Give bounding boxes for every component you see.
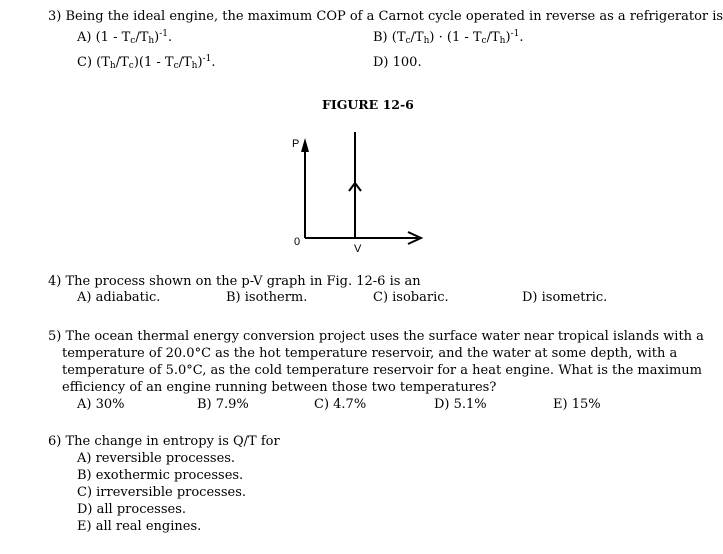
q5-line-1: 5) The ocean thermal energy conversion project uses the surface water near tropical islands with a: [48, 329, 704, 344]
q3-choice-a: A) $(1 - T_c/T_h)^{-1}$.: [77, 29, 173, 46]
q4-choice-c: C) isobaric.: [373, 290, 449, 305]
q5-line-3: temperature of 5.0°C, as the cold temperature reservoir for a heat engine. What is the maximum: [62, 363, 703, 378]
q5-line-4: efficiency of an engine running between those two temperatures?: [62, 380, 497, 395]
q5-choice-d: D) 5.1%: [434, 397, 487, 412]
q4-stem: 4) The process shown on the p-V graph in Fig. 12-6 is an: [48, 274, 421, 289]
q3-choice-d: D) 100.: [373, 55, 422, 70]
q5-choice-e: E) 15%: [553, 397, 601, 412]
q6-choice-d: D) all processes.: [77, 502, 187, 517]
v-axis-label: V: [354, 243, 362, 255]
q6-stem: 6) The change in entropy is Q/T for: [48, 434, 280, 449]
q6-choice-b: B) exothermic processes.: [77, 468, 244, 483]
q3-stem: 3) Being the ideal engine, the maximum COP of a Carnot cycle operated in reverse as a refrigerator is: [48, 9, 723, 24]
q3-choice-b: B) $(T_c/T_h) \cdot (1 - T_c/T_h)^{-1}$.: [373, 29, 524, 46]
q6-choice-e: E) all real engines.: [77, 519, 202, 534]
q5-choice-c: C) 4.7%: [314, 397, 367, 412]
q5-line-2: temperature of 20.0°C as the hot temperature reservoir, and the water at some depth, with a: [62, 346, 678, 361]
figure-title: FIGURE 12-6: [322, 97, 414, 112]
q4-choice-b: B) isotherm.: [226, 290, 308, 305]
q6-choice-a: A) reversible processes.: [77, 451, 236, 466]
q5-choice-b: B) 7.9%: [197, 397, 249, 412]
origin-label: 0: [294, 236, 301, 248]
q3-choice-c: C) $(T_h/T_c)(1 - T_c/T_h)^{-1}$.: [77, 54, 216, 71]
q6-choice-c: C) irreversible processes.: [77, 485, 246, 500]
q5-choice-a: A) 30%: [77, 397, 125, 412]
p-axis-arrowhead: [301, 138, 309, 152]
q4-choice-a: A) adiabatic.: [77, 290, 161, 305]
q4-choice-d: D) isometric.: [522, 290, 608, 305]
p-axis-label: P: [292, 138, 300, 150]
